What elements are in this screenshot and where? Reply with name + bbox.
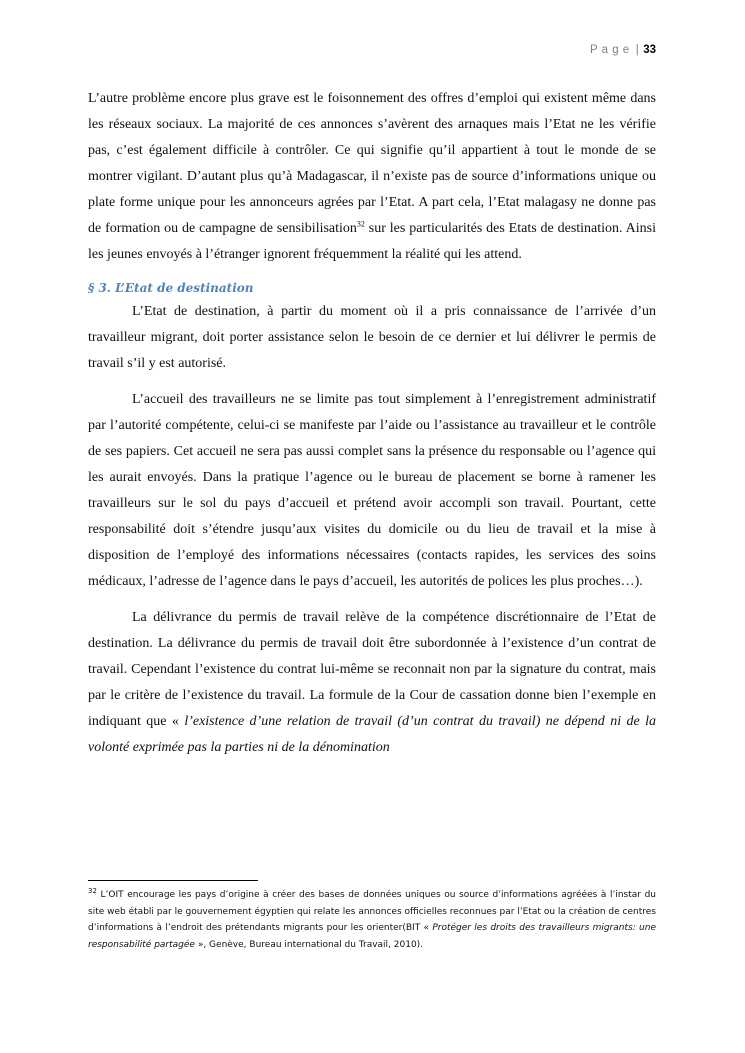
page-number: 33 — [643, 44, 656, 56]
document-body — [88, 86, 656, 761]
paragraph-2: L’Etat de destination, à partir du moment où il a pris connaissance de l’arrivée d’un travailleur migrant, doit porter assistance selon le besoin de ce dernier et lui délivrer le permis de travail s’il y est autorisé. — [88, 304, 656, 371]
paragraph-1 — [88, 86, 656, 268]
footnote — [88, 887, 656, 953]
paragraph-4-text: La délivrance du permis de travail relève de la compétence discrétionnaire de l’Etat de destination. La délivrance du permis de travail doit être subordonnée à l’existence d’un contrat de travail. Cependant l’existence du contrat lui-même se reconnait non par la signature du contrat, mais par le critère de l’existence du travail. La formule de la Cour de cassation donne bien l’exemple en indiquant que « — [88, 610, 656, 729]
paragraph-1-text: L’autre problème encore plus grave est le foisonnement des offres d’emploi qui existent même dans les réseaux sociaux. La majorité de ces annonces s’avèrent des arnaques mais l’Etat ne les vérifie pas, c’est également difficile à contrôler. Ce qui signifie qu’il appartient à tout le monde de se montrer vigilant. D’autant plus qu’à Madagascar, il n’existe pas de source d’informations unique ou plate forme unique pour les annonceurs agrées par l’Etat. A part cela, l’Etat malagasy ne donne pas de formation ou de campagne de sensibilisation — [88, 91, 656, 236]
page-label: P a g e — [589, 44, 630, 56]
footnote-reference: 32 — [356, 219, 365, 229]
section-heading: § 3. L’Etat de destination — [88, 281, 254, 295]
footnote-separator — [88, 880, 258, 881]
footnote-cited-title: Protéger les droits des travailleurs migrants: une responsabilité partagée — [88, 923, 656, 950]
paragraph-4 — [88, 605, 656, 761]
paragraph-3: L’accueil des travailleurs ne se limite pas tout simplement à l’enregistrement administratif par l’autorité compétente, celui-ci se manifeste par l’aide ou l’assistance au travailleur et le contrôle de ses papiers. Cet accueil ne sera pas aussi complet sans la présence du responsable ou l’agence qui les aurait envoyés. Dans la pratique l’agence ou le bureau de placement se borne à ramener les travailleurs sur le sol du pays d’accueil et prétend avoir accompli son travail. Pourtant, cette responsabilité doit s’étendre jusqu’aux visites du domicile ou du lieu de travail et la mise à disposition de l’employé des informations nécessaires (contacts rapides, les services des soins médicaux, l’adresse de l’agence dans le pays d’accueil, les autorités de polices les plus proches…). — [88, 392, 656, 589]
footnote-number: 32 — [88, 887, 97, 895]
court-quote: l’existence d’une relation de travail (d’un contrat du travail) ne dépend ni de la volonté exprimée pas la parties ni de la dénomination — [88, 714, 656, 755]
header-separator: | — [635, 44, 640, 56]
paragraph-1-text-end: sur les particularités des Etats de destination. Ainsi les jeunes envoyés à l’étranger ignorent fréquemment la réalité qui les attend. — [88, 221, 656, 262]
footnote-text-end: », Genève, Bureau international du Travail, 2010). — [194, 939, 424, 950]
footnote-text: L’OIT encourage les pays d’origine à créer des bases de données uniques ou source d’informations agréées à l’instar du site web établi par le gouvernement égyptien qui relate les annonces officielles reconnues par l’Etat ou la création de centres d’informations à l’endroit des prétendants migrants pour les orienter(BIT « — [88, 890, 656, 933]
page-header — [590, 44, 656, 56]
